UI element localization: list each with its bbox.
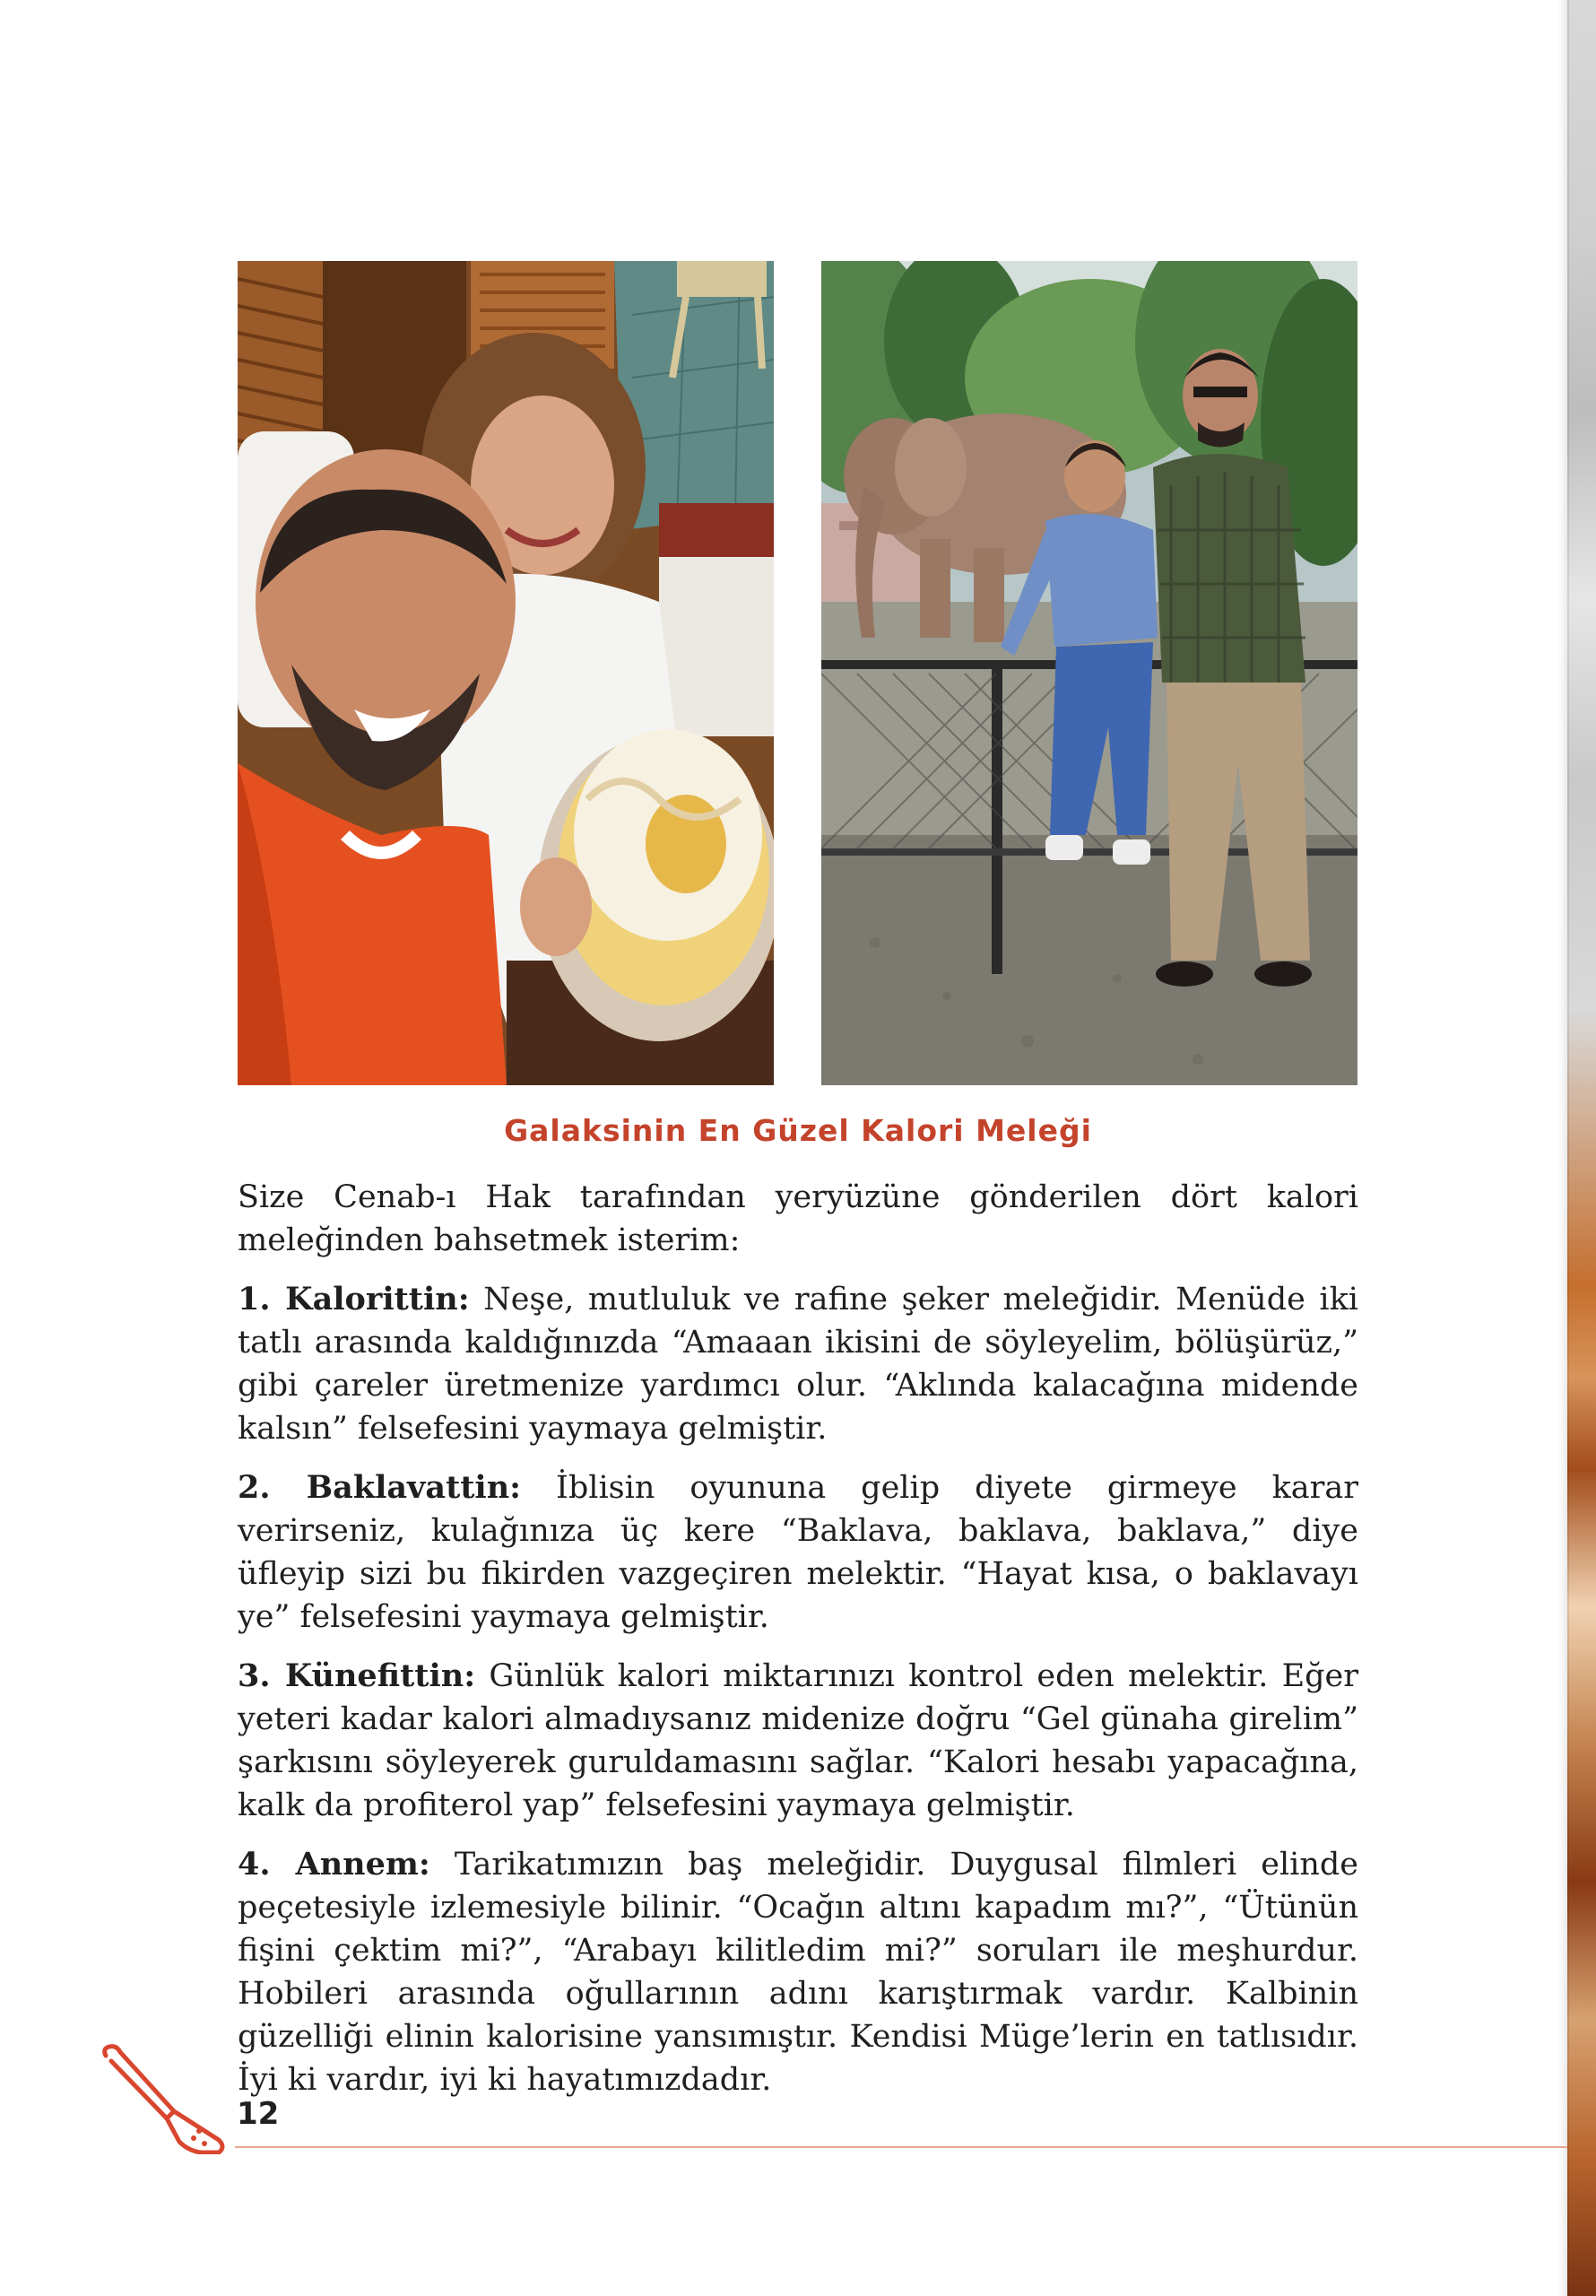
footer-rule — [235, 2146, 1567, 2148]
article-body — [238, 1176, 1358, 2118]
list-item — [238, 1655, 1358, 1827]
item-label: 2. Baklavattin: — [238, 1469, 522, 1506]
photo-selfie-with-cake — [238, 261, 774, 1085]
item-label: 1. Kalorittin: — [238, 1281, 470, 1318]
intro-paragraph: Size Cenab-ı Hak tarafından yeryüzüne gönderilen dört kalori meleğinden bahsetmek isterim: — [238, 1179, 1358, 1258]
list-item — [238, 1466, 1358, 1639]
photo-caption: Galaksinin En Güzel Kalori Meleği — [504, 1113, 1092, 1148]
page-number: 12 — [237, 2096, 280, 2132]
item-text: Günlük kalori miktarınızı kontrol eden melektir. Eğer yeteri kadar kalori almadıysanız midenize doğru “Gel günaha girelim” şarkısını söyleyerek guruldamasını sağlar. “Kalori hesabı yapacağına, kalk da profiterol yap” felsefesini yaymaya gelmiştir. — [238, 1658, 1358, 1823]
spatula-icon — [100, 2041, 235, 2154]
list-item — [238, 1278, 1358, 1450]
adjacent-page-edge — [1567, 0, 1596, 2296]
page-gutter-shadow — [1558, 0, 1569, 2296]
item-text: İblisin oyununa gelip diyete girmeye karar verirseniz, kulağınıza üç kere “Baklava, baklava, baklava,” diye üfleyip sizi bu fikirden vazgeçiren melektir. “Hayat kısa, o baklavayı ye” felsefesini yaymaya gelmiştir. — [238, 1470, 1358, 1635]
photo-zoo-elephant — [821, 261, 1357, 1085]
item-label: 3. Künefittin: — [238, 1657, 476, 1694]
item-text: Neşe, mutluluk ve rafine şeker meleğidir. Menüde iki tatlı arasında kaldığınızda “Amaaan ikisini de söyleyelim, bölüşürüz,” gibi çareler üretmenize yardımcı olur. “Aklında kalacağına midende kalsın” felsefesini yaymaya gelmiştir. — [238, 1282, 1358, 1447]
list-item — [238, 1843, 1358, 2101]
item-text: Tarikatımızın baş meleğidir. Duygusal filmleri elinde peçetesiyle izlemesiyle bilinir. “Ocağın altını kapadım mı?”, “Ütünün fişini çektim mi?”, “Arabayı kilitledim mi?” soruları ile meşhurdur. Hobileri arasında oğullarının adını karıştırmak vardır. Kalbinin güzelliği elinin kalorisine yansımıştır. Kendisi Müge’lerin en tatlısıdır. İyi ki vardır, iyi ki hayatımızdadır. — [238, 1847, 1358, 2098]
item-label: 4. Annem: — [238, 1846, 430, 1883]
